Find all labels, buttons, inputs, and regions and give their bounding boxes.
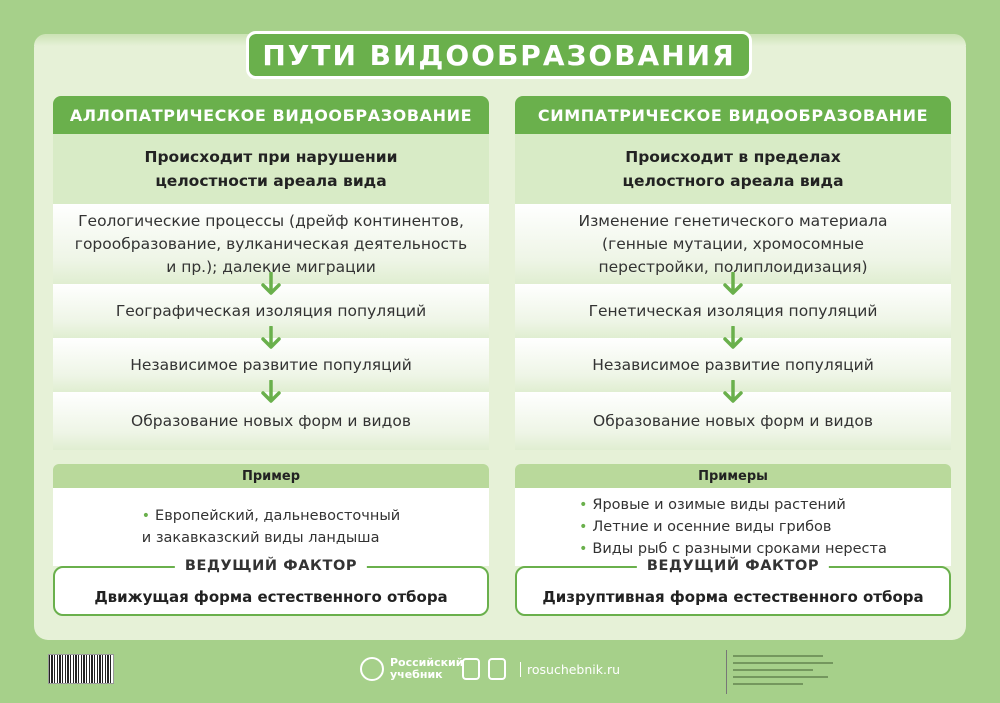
step-line: Геологические процессы (дрейф континентов, [78,211,464,230]
condition-line: Происходит в пределах [625,148,841,166]
example-item-cont: и закавказский виды ландыша [141,530,380,546]
leading-factor-value: Движущая форма естественного отбора [94,588,448,606]
sympatric-heading: СИМПАТРИЧЕСКОЕ ВИДООБРАЗОВАНИЕ [515,96,951,134]
allopatric-heading: АЛЛОПАТРИЧЕСКОЕ ВИДООБРАЗОВАНИЕ [53,96,489,134]
example-item: • Европейский, дальневосточный [141,508,401,524]
sympatric-column [515,96,951,616]
step-line: Географическая изоляция популяций [115,301,427,320]
sympatric-condition [515,134,951,204]
condition-line: целостного ареала вида [622,172,844,190]
sympatric-example-heading: Примеры [515,464,951,488]
bullet-icon: • [579,541,588,557]
publisher-logo-icon [360,657,384,681]
poster-title-box [246,31,752,79]
imprint-logo-icon [462,658,480,680]
imprint-block [726,650,946,694]
bullet-icon: • [579,519,588,535]
step-line: (генные мутации, хромосомные [602,234,864,253]
arrow-down-icon [260,272,282,296]
step-line: и пр.); далекие миграции [166,257,376,276]
step-line: Изменение генетического материала [578,211,888,230]
step-line: Независимое развитие популяций [130,355,412,374]
allopatric-leading-factor [53,558,489,616]
step-line: Независимое развитие популяций [592,355,874,374]
step-line: Образование новых форм и видов [593,411,873,430]
step-line: перестройки, полиплоидизация) [598,257,868,276]
bullet-icon: • [579,497,588,513]
example-item: • Яровые и озимые виды растений [579,497,846,513]
condition-line: целостности ареала вида [155,172,387,190]
step-line: Генетическая изоляция популяций [588,301,878,320]
footer [0,640,1000,703]
imprint-logo-icon [488,658,506,680]
arrow-down-icon [722,380,744,404]
leading-factor-label: ВЕДУЩИЙ ФАКТОР [637,558,829,574]
publisher-name: Российский учебник [390,656,464,681]
poster-title: ПУТИ ВИДООБРАЗОВАНИЯ [262,38,736,72]
publisher-site: rosuchebnik.ru [520,662,620,677]
barcode-icon [48,654,114,684]
sympatric-leading-factor [515,558,951,616]
arrow-down-icon [260,380,282,404]
allopatric-condition [53,134,489,204]
example-item: • Виды рыб с разными сроками нереста [579,541,887,557]
allopatric-column [53,96,489,616]
leading-factor-label: ВЕДУЩИЙ ФАКТОР [175,558,367,574]
step-line: горообразование, вулканическая деятельность [74,234,468,253]
allopatric-examples [53,488,489,566]
example-item: • Летние и осенние виды грибов [579,519,832,535]
arrow-down-icon [722,326,744,350]
arrow-down-icon [722,272,744,296]
leading-factor-value: Дизруптивная форма естественного отбора [542,588,924,606]
bullet-icon: • [141,508,151,524]
allopatric-example-heading: Пример [53,464,489,488]
step-line: Образование новых форм и видов [131,411,411,430]
condition-line: Происходит при нарушении [144,148,398,166]
sympatric-examples [515,488,951,566]
arrow-down-icon [260,326,282,350]
